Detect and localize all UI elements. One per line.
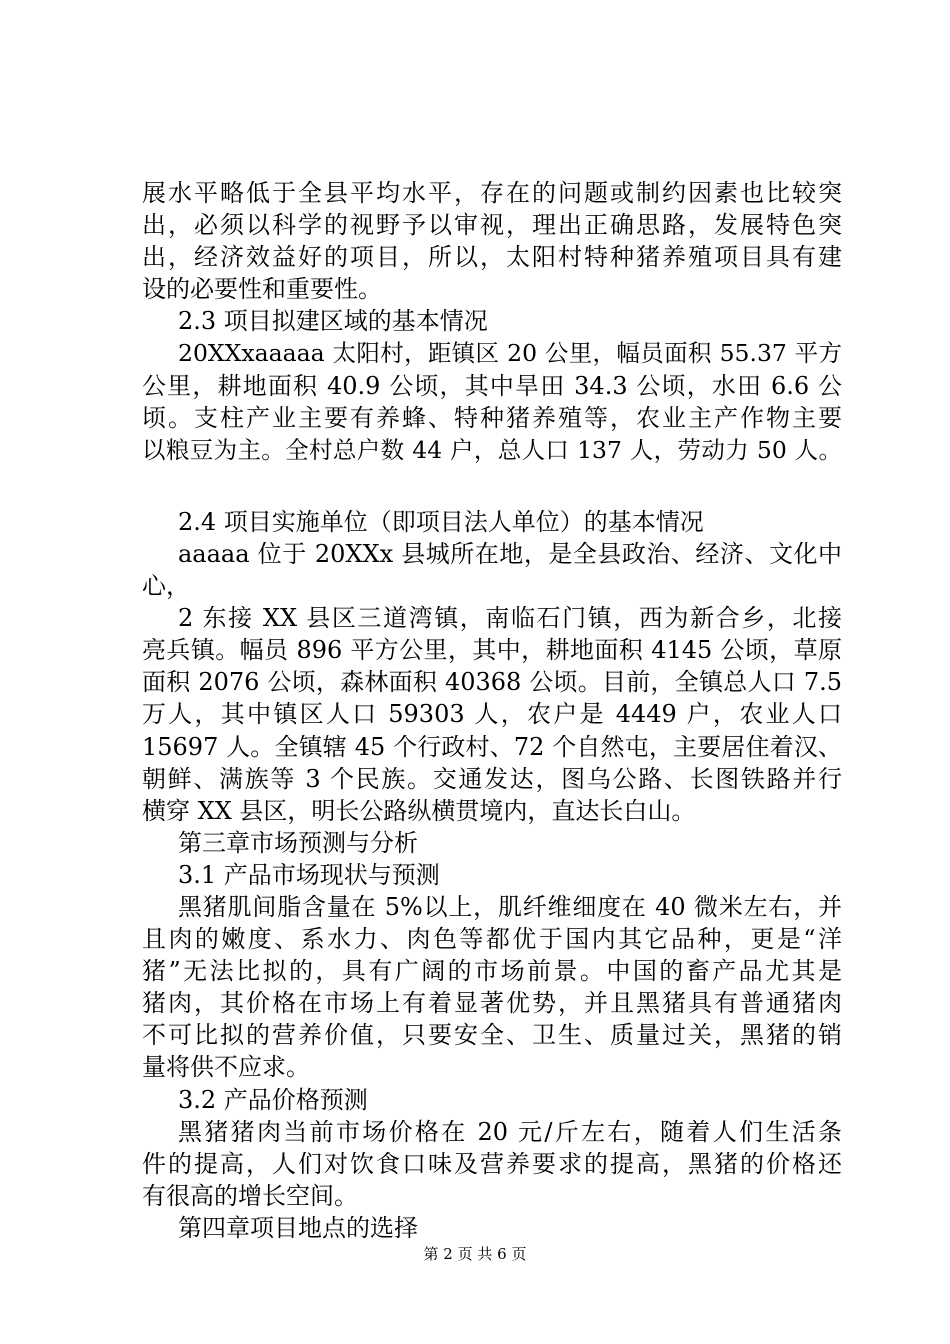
paragraph-line: 朝鲜、满族等 3 个民族。交通发达，图乌公路、长图铁路并行 xyxy=(142,764,842,793)
paragraph-line: 2 东接 XX 县区三道湾镇，南临石门镇，西为新合乡，北接 xyxy=(178,604,842,633)
paragraph-line: 以粮豆为主。全村总户数 44 户，总人口 137 人，劳动力 50 人。 xyxy=(142,435,842,464)
paragraph-line: 出，经济效益好的项目，所以，太阳村特种猪养殖项目具有建 xyxy=(142,243,842,272)
document-body xyxy=(142,177,842,1244)
paragraph-line: 万人，其中镇区人口 59303 人，农户是 4449 户，农业人口 xyxy=(142,700,842,729)
paragraph-line: 亮兵镇。幅员 896 平方公里，其中，耕地面积 4145 公顷，草原 xyxy=(142,636,842,665)
page-number-footer: 第 2 页 共 6 页 xyxy=(423,1245,527,1263)
section-heading: 3.1 产品市场现状与预测 xyxy=(178,860,440,889)
paragraph-line: 20XXxaaaaa 太阳村，距镇区 20 公里，幅员面积 55.37 平方 xyxy=(178,339,842,368)
paragraph-line: 设的必要性和重要性。 xyxy=(142,275,382,304)
paragraph-line: 有很高的增长空间。 xyxy=(142,1181,358,1210)
paragraph-line: 出，必须以科学的视野予以审视，理出正确思路，发展特色突 xyxy=(142,211,842,240)
paragraph-line: 件的提高，人们对饮食口味及营养要求的提高，黑猪的价格还 xyxy=(142,1149,842,1178)
blank-line xyxy=(142,466,842,506)
paragraph-line: 且肉的嫩度、系水力、肉色等都优于国内其它品种，更是“洋 xyxy=(142,925,842,954)
paragraph-line: 猪”无法比拟的，具有广阔的市场前景。中国的畜产品尤其是 xyxy=(142,957,842,986)
paragraph-line: 横穿 XX 县区，明长公路纵横贯境内，直达长白山。 xyxy=(142,796,696,825)
paragraph-line: 心， xyxy=(142,572,190,601)
paragraph-line: 黑猪猪肉当前市场价格在 20 元/斤左右，随着人们生活条 xyxy=(178,1117,842,1146)
paragraph-line: 公里，耕地面积 40.9 公顷，其中旱田 34.3 公顷，水田 6.6 公 xyxy=(142,371,842,400)
section-heading: 2.4 项目实施单位（即项目法人单位）的基本情况 xyxy=(178,507,704,536)
paragraph-line: 猪肉，其价格在市场上有着显著优势，并且黑猪具有普通猪肉 xyxy=(142,989,842,1018)
paragraph-line: 面积 2076 公顷，森林面积 40368 公顷。目前，全镇总人口 7.5 xyxy=(142,668,842,697)
paragraph-line: 顷。支柱产业主要有养蜂、特种猪养殖等，农业主产作物主要 xyxy=(142,403,842,432)
paragraph-line: 量将供不应求。 xyxy=(142,1053,310,1082)
chapter-heading: 第四章项目地点的选择 xyxy=(178,1213,418,1242)
paragraph-line: aaaaa 位于 20XXx 县城所在地，是全县政治、经济、文化中 xyxy=(178,539,842,568)
paragraph-line: 黑猪肌间脂含量在 5%以上，肌纤维细度在 40 微米左右，并 xyxy=(178,892,842,921)
chapter-heading: 第三章市场预测与分析 xyxy=(178,828,418,857)
paragraph-line: 展水平略低于全县平均水平，存在的问题或制约因素也比较突 xyxy=(142,179,842,207)
paragraph-line: 15697 人。全镇辖 45 个行政村、72 个自然屯，主要居住着汉、 xyxy=(142,732,842,761)
section-heading: 2.3 项目拟建区域的基本情况 xyxy=(178,307,488,336)
paragraph-line: 不可比拟的营养价值，只要安全、卫生、质量过关，黑猪的销 xyxy=(142,1021,842,1050)
section-heading: 3.2 产品价格预测 xyxy=(178,1085,368,1114)
